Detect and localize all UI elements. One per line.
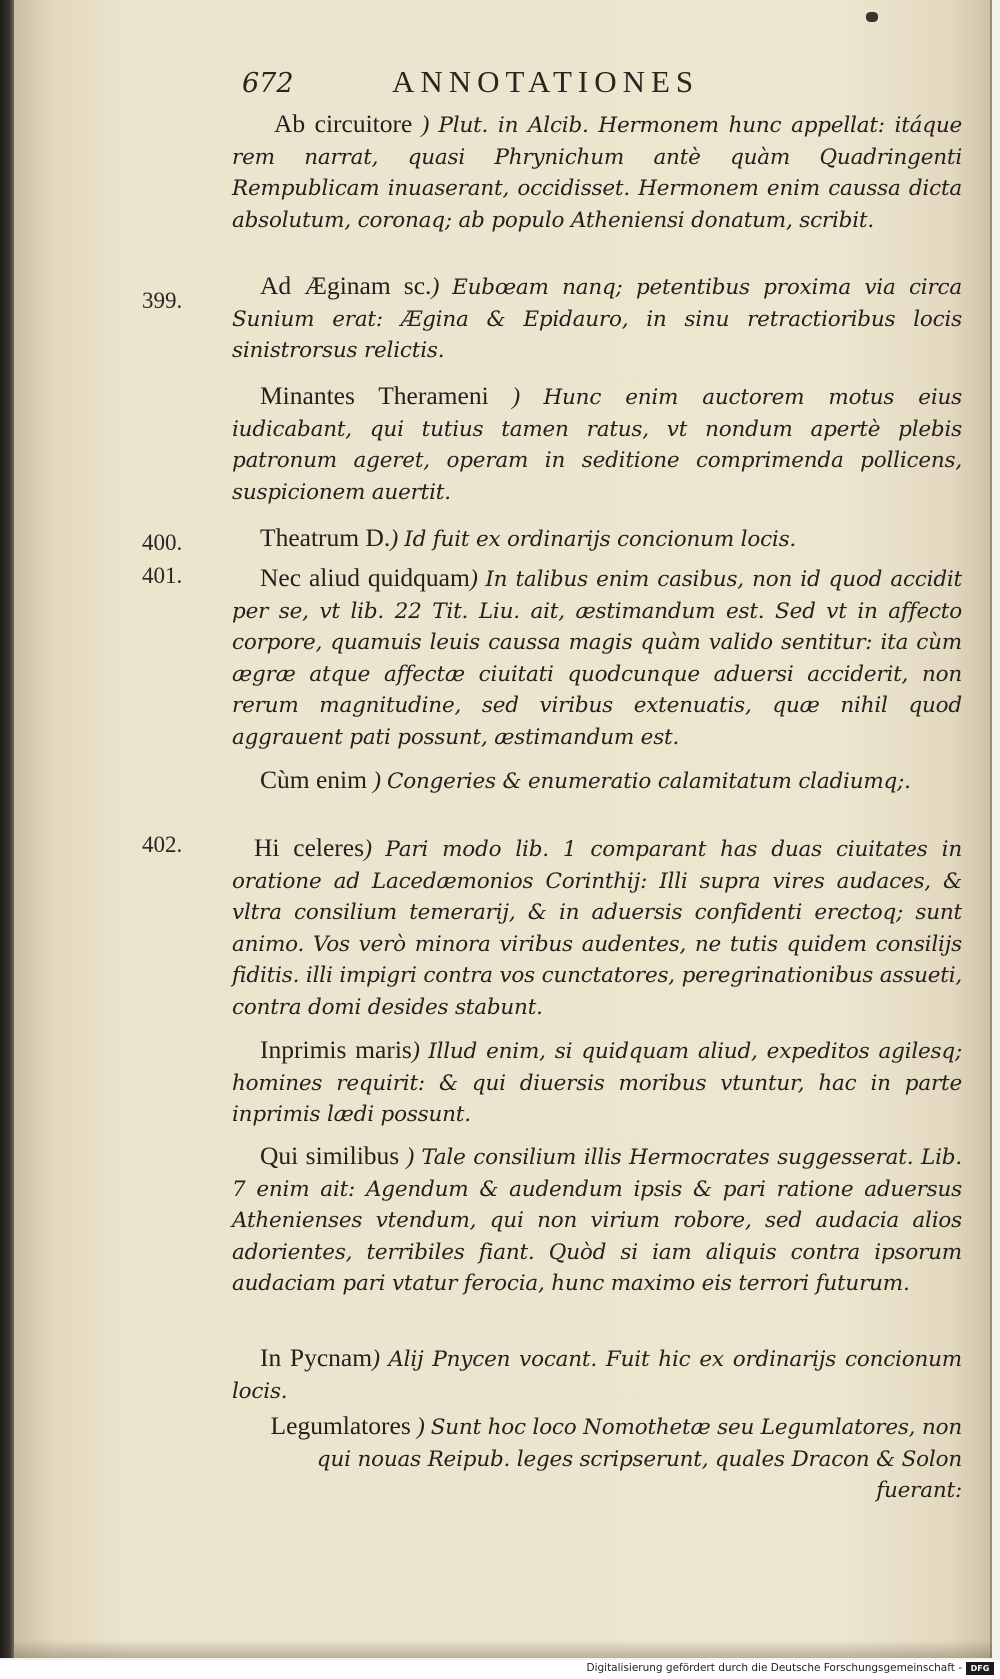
annotation-entry: Hi celeres) Pari modo lib. 1 comparant has duas ciuitates in oratione ad Lacedæmonios Corinthij: Illi supra vires audaces, & vltra consilium temerarij, & in aduersis confidenti erectoq; sunt animo. Vos verò minora viribus audentes, ne tutis quidem consilijs fiditis. illi impigri contra vos cunctatores, peregrinationibus assueti, contra domi desides stabunt. (232, 833, 962, 1020)
margin-number: 401. (142, 563, 183, 588)
note-text: Congeries & enumeratio calamitatum cladiumq;. (386, 769, 911, 794)
lemma: Minantes Therameni (260, 381, 489, 410)
margin-number: 400. (142, 530, 183, 555)
note-text: Illud enim, si quidquam aliud, expeditos agilesq; homines requirit: & qui diuersis moribus vtuntur, hac in parte inprimis lædi possunt. (232, 1039, 962, 1127)
margin-number: 402. (142, 832, 183, 857)
page-number: 672 (242, 68, 294, 99)
page-shadow (14, 1640, 992, 1658)
page-header (242, 64, 822, 104)
lemma: Qui similibus (260, 1141, 400, 1170)
lemma: Ab circuitore (274, 109, 413, 138)
annotation-entry: Theatrum D.) Id fuit ex ordinarijs concionum locis. (232, 522, 962, 556)
note-text: Id fuit ex ordinarijs concionum locis. (404, 527, 797, 552)
note-text: Plut. in Alcib. Hermonem hunc appellat: itáque rem narrat, quasi Phrynichum antè quàm Quadringenti Rempublicam inuaserant, occidisset. Hermonem enim caussa dicta absolutum, coronaq; ab populo Atheniensi donatum, scribit. (232, 113, 962, 233)
lemma: Legumlatores (270, 1411, 411, 1440)
annotation-entry: Minantes Therameni ) Hunc enim auctorem motus eius iudicabant, qui tutius tamen ratus, vt nondum apertè plebis patronum ageret, operam in seditione comprimenda pollicens, suspicionem auertit. (232, 381, 962, 505)
note-text: Alij Pnycen vocant. Fuit hic ex ordinarijs concionum locis. (232, 1347, 962, 1404)
note-text: Eubœam nanq; petentibus proxima via circa Sunium erat: Ægina & Epidauro, in sinu retractioribus locis sinistrorsus relictis. (232, 275, 962, 363)
annotation-entry: Ab circuitore ) Plut. in Alcib. Hermonem hunc appellat: itáque rem narrat, quasi Phrynichum antè quàm Quadringenti Rempublicam inuaserant, occidisset. Hermonem enim caussa dicta absolutum, coronaq; ab populo Atheniensi donatum, scribit. (232, 109, 962, 233)
note-text: Tale consilium illis Hermocrates suggesserat. Lib. 7 enim ait: Agendum & audendum ipsis & pari ratione aduersus Athenienses vtendum, qui non virium robore, sed audacia alios adorientes, terribiles fiant. Quòd si iam aliquis contra ipsorum audaciam pari vtatur ferocia, hunc maximo eis terrori futurum. (232, 1145, 962, 1296)
digitization-footer (0, 1660, 1000, 1679)
lemma: Cùm enim (260, 765, 367, 794)
annotation-entry: In Pycnam) Alij Pnycen vocant. Fuit hic ex ordinarijs concionum locis. (232, 1343, 962, 1404)
annotation-entry: Cùm enim ) Congeries & enumeratio calamitatum cladiumq;. (232, 764, 962, 798)
annotation-entry: Nec aliud quidquam) In talibus enim casibus, non id quod accidit per se, vt lib. 22 Tit. Liu. ait, æstimandum est. Sed vt in affecto corpore, quamuis leuis caussa magis quàm valido sentitur: ita cùm ægræ atque affectæ ciuitati quodcunque aduersi acciderit, non rerum magnitudine, sed viribus extenuatis, quæ nihil quod aggrauent pati possunt, æstimandum est. (232, 563, 962, 750)
lemma: Nec aliud quidquam (260, 563, 470, 592)
lemma: In Pycnam (260, 1343, 373, 1372)
annotation-entry: Legumlatores ) Sunt hoc loco Nomothetæ seu Legumlatores, non qui nouas Reipub. leges scripserunt, quales Dracon & Solon fuerant: (232, 1410, 972, 1507)
note-text: Sunt hoc loco Nomothetæ seu Legumlatores, non qui nouas Reipub. leges scripserunt, quales Dracon & Solon fuerant: (316, 1415, 962, 1503)
note-text: Hunc enim auctorem motus eius iudicabant, qui tutius tamen ratus, vt nondum apertè plebis patronum ageret, operam in seditione comprimenda pollicens, suspicionem auertit. (232, 385, 962, 505)
footer-credit: Digitalisierung gefördert durch die Deutsche Forschungsgemeinschaft - (586, 1662, 962, 1674)
dfg-logo: DFG (966, 1662, 994, 1675)
note-text: Pari modo lib. 1 comparant has duas ciuitates in oratione ad Lacedæmonios Corinthij: Illi supra vires audaces, & vltra consilium temerarij, & in aduersis confidenti erectoq; sunt animo. Vos verò minora viribus audentes, ne tutis quidem consilijs fiditis. illi impigri contra vos cunctatores, peregrinationibus assueti, contra domi desides stabunt. (232, 837, 962, 1020)
margin-number: 399. (142, 288, 183, 313)
running-head: ANNOTATIONES (392, 64, 700, 99)
lemma: Hi celeres (254, 833, 365, 862)
annotation-entry: Ad Æginam sc.) Eubœam nanq; petentibus proxima via circa Sunium erat: Ægina & Epidauro, in sinu retractioribus locis sinistrorsus relictis. (232, 271, 962, 363)
annotation-entry: Inprimis maris) Illud enim, si quidquam aliud, expeditos agilesq; homines requirit: & qui diuersis moribus vtuntur, hac in parte inprimis lædi possunt. (232, 1035, 962, 1127)
note-text: In talibus enim casibus, non id quod accidit per se, vt lib. 22 Tit. Liu. ait, æstimandum est. Sed vt in affecto corpore, quamuis leuis caussa magis quàm valido sentitur: ita cùm ægræ atque affectæ ciuitati quodcunque aduersi acciderit, non rerum magnitudine, sed viribus extenuatis, quæ nihil quod aggrauent pati possunt, æstimandum est. (232, 567, 962, 750)
ink-mark (866, 12, 878, 22)
lemma: Inprimis maris (260, 1035, 412, 1064)
lemma: Ad Æginam sc. (260, 271, 432, 300)
annotation-entry: Qui similibus ) Tale consilium illis Hermocrates suggesserat. Lib. 7 enim ait: Agendum & audendum ipsis & pari ratione aduersus Athenienses vtendum, qui non virium robore, sed audacia alios adorientes, terribiles fiant. Quòd si iam aliquis contra ipsorum audaciam pari vtatur ferocia, hunc maximo eis terrori futurum. (232, 1141, 962, 1296)
lemma: Theatrum D. (260, 523, 391, 552)
